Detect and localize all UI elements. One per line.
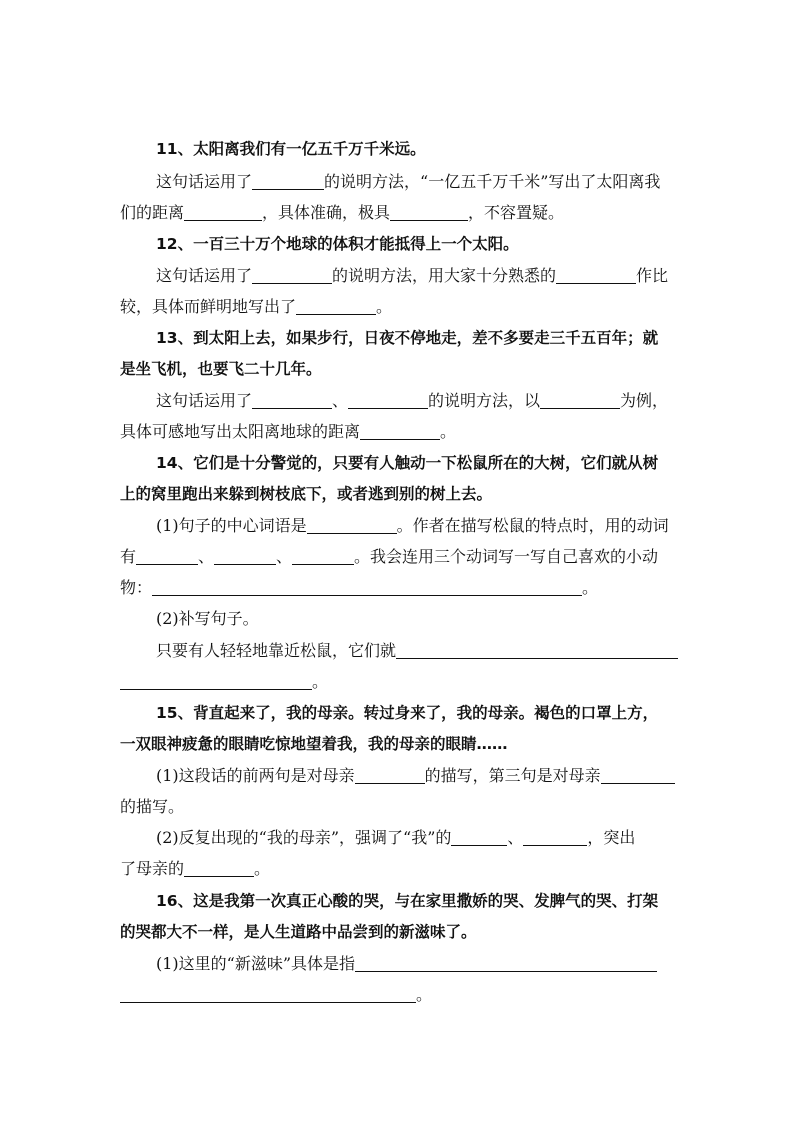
answer-blank[interactable] [396,642,678,659]
answer-blank[interactable] [390,204,468,221]
answer-blank[interactable] [360,423,440,440]
question-14-sub-2: (2)补写句子。 [156,609,259,628]
question-13-line-2: 具体可感地写出太阳离地球的距离 。 [120,422,457,441]
question-14-sub-1-line-1: (1)句子的中心词语是 。作者在描写松鼠的特点时，用的动词 [156,516,669,535]
question-15-sub-1-line-1: (1)这段话的前两句是对母亲 的描写，第三句是对母亲 [156,766,675,786]
question-14-title-line-1: 14、它们是十分警觉的，只要有人触动一下松鼠所在的大树，它们就从树 [156,454,659,472]
question-15-title-line-2: 一双眼神疲惫的眼睛吃惊地望着我，我的母亲的眼睛…… [120,735,508,753]
question-15-sub-2-line-1: (2)反复出现的“我的母亲”，强调了“我”的 、 ，突出 [156,828,636,847]
question-15-title-line-1: 15、背直起来了，我的母亲。转过身来了，我的母亲。褐色的口罩上方， [156,704,659,722]
answer-blank[interactable] [184,204,262,221]
answer-blank[interactable] [120,986,416,1003]
question-14-sub-1-line-2: 有 、 、 。我会连用三个动词写一写自己喜欢的小动 [120,547,659,566]
answer-blank[interactable] [214,548,276,565]
answer-blank[interactable] [307,517,397,534]
answer-blank[interactable] [252,173,324,190]
question-11-line-1: 这句话运用了 的说明方法，“一亿五千万千米”写出了太阳离我 [156,172,661,191]
question-13-line-1: 这句话运用了 、 的说明方法，以 为例， [156,391,669,410]
answer-blank[interactable] [152,579,582,596]
question-11-title: 11、太阳离我们有一亿五千万千米远。 [156,140,426,158]
question-16-sub-1-line-2: 。 [120,985,432,1005]
answer-blank[interactable] [120,673,312,690]
question-14-sub-2-line-2: 。 [120,672,328,692]
question-14-sub-2-line-1: 只要有人轻轻地靠近松鼠，它们就 [156,641,678,661]
question-13-title-line-1: 13、到太阳上去，如果步行，日夜不停地走，差不多要走三千五百年；就 [156,329,659,347]
question-16-title-line-1: 16、这是我第一次真正心酸的哭，与在家里撒娇的哭、发脾气的哭、打架 [156,892,659,910]
question-12-line-2: 较，具体而鲜明地写出了 。 [120,297,393,316]
answer-blank[interactable] [252,392,332,409]
question-14-title-line-2: 上的窝里跑出来躲到树枝底下，或者逃到别的树上去。 [120,485,493,503]
question-12-title: 12、一百三十万个地球的体积才能抵得上一个太阳。 [156,235,519,253]
question-15-sub-1-line-2: 的描写。 [120,797,185,816]
answer-blank[interactable] [296,298,376,315]
answer-blank[interactable] [355,955,657,972]
answer-blank[interactable] [355,767,425,784]
answer-blank[interactable] [252,267,332,284]
answer-blank[interactable] [556,267,636,284]
answer-blank[interactable] [348,392,428,409]
answer-blank[interactable] [184,860,254,877]
answer-blank[interactable] [540,392,620,409]
answer-blank[interactable] [601,767,675,784]
question-15-sub-2-line-2: 了母亲的 。 [120,859,271,878]
question-11-line-2: 们的距离 ，具体准确，极具 ，不容置疑。 [120,203,565,222]
question-16-sub-1-line-1: (1)这里的“新滋味”具体是指 [156,954,657,974]
answer-blank[interactable] [523,829,587,846]
answer-blank[interactable] [136,548,198,565]
question-12-line-1: 这句话运用了 的说明方法，用大家十分熟悉的 作比 [156,266,669,285]
question-14-sub-1-line-3: 物： 。 [120,578,599,597]
question-16-title-line-2: 的哭都大不一样，是人生道路中品尝到的新滋味了。 [120,923,477,941]
question-13-title-line-2: 是坐飞机，也要飞二十几年。 [120,360,322,378]
answer-blank[interactable] [292,548,354,565]
answer-blank[interactable] [451,829,507,846]
